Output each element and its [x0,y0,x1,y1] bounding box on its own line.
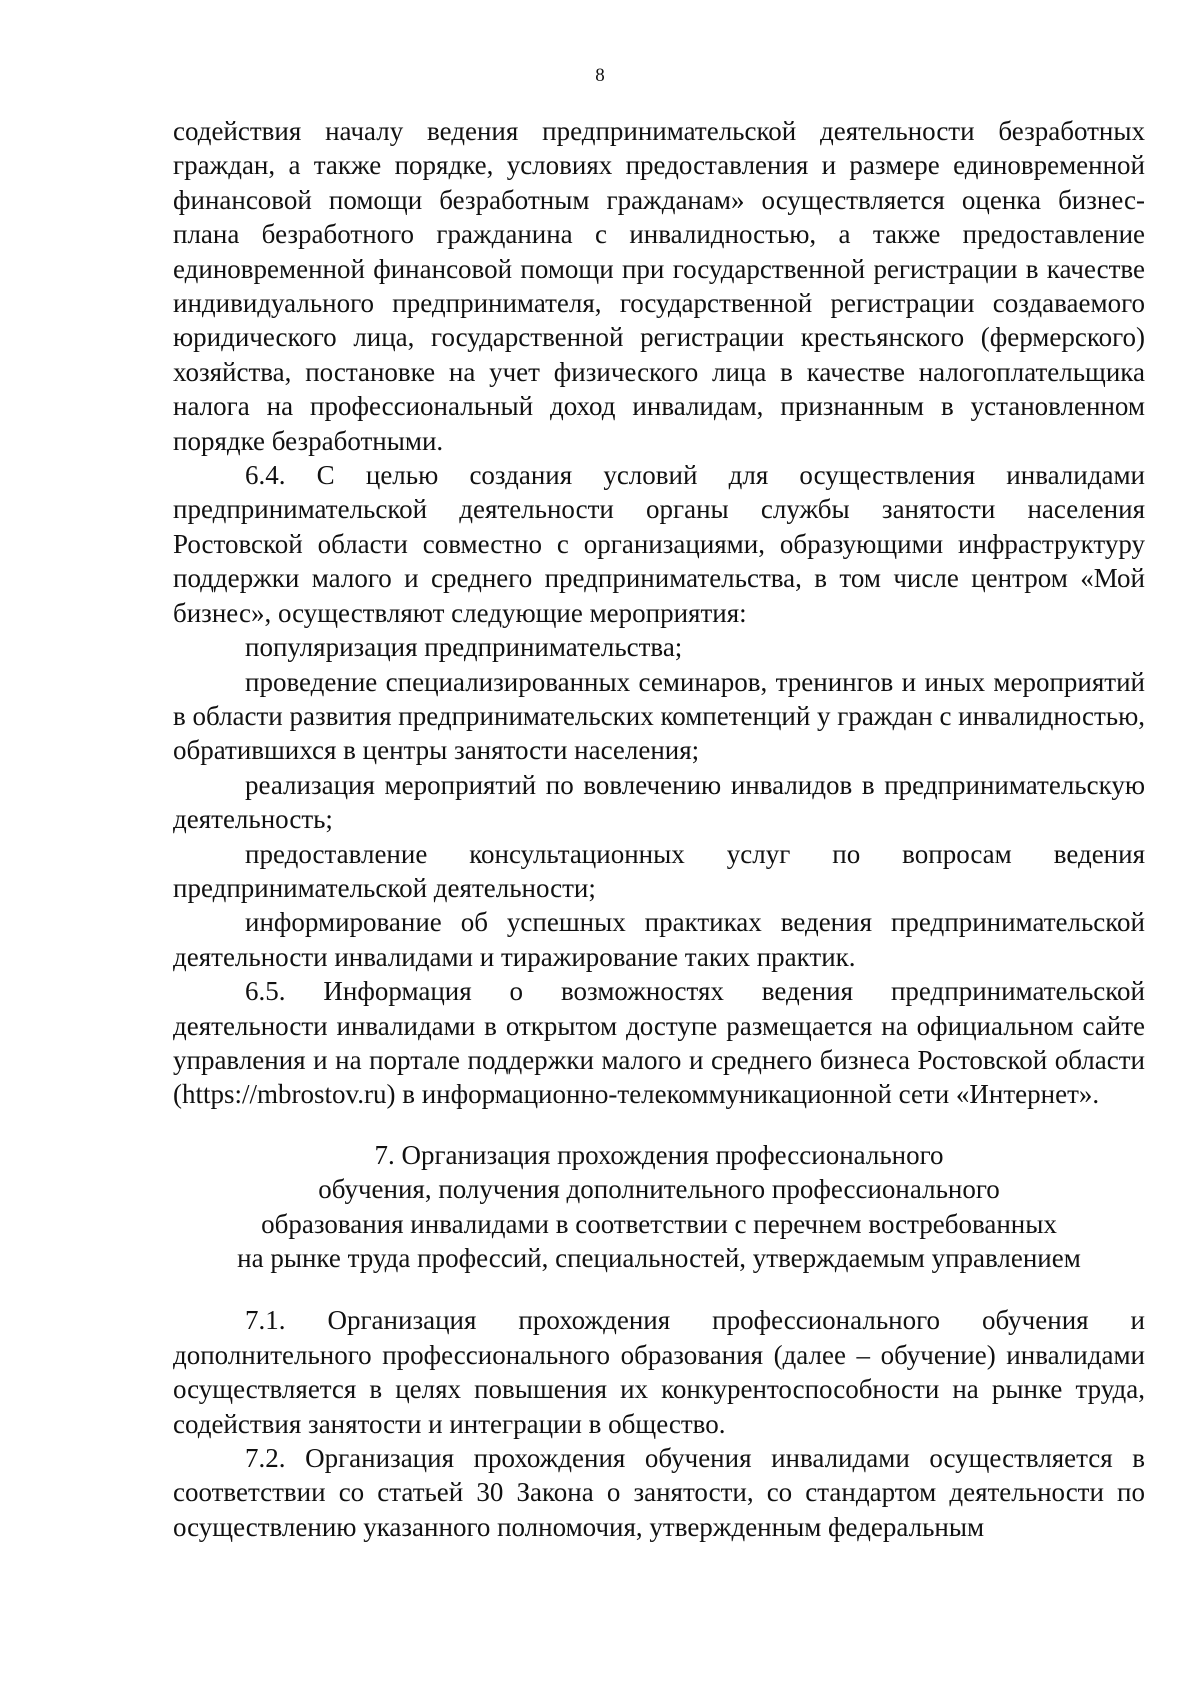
paragraph-6-5: 6.5. Информация о возможностях ведения предпринимательской деятельности инвалидами в открытом доступе размещается на официальном сайте управления и на портале поддержки малого и среднего бизнеса Ростовской области (https://mbrostov.ru) в информационно-телекоммуникационной сети «Интернет». [173,976,1145,1110]
page-number: 8 [595,65,605,86]
paragraph-6-3-continuation: содействия началу ведения предпринимательской деятельности безработных граждан, а также порядке, условиях предоставления и размере единовременной финансовой помощи безработным гражданам» осуществляется оценка бизнес-плана безработного гражданина с инвалидностью, а также предоставление единовременной финансовой помощи при государственной регистрации в качестве индивидуального предпринимателя, государственной регистрации создаваемого юридического лица, государственной регистрации крестьянского (фермерского) хозяйства, постановке на учет физического лица в качестве налогоплательщика налога на профессиональный доход инвалидам, признанным в установленном порядке безработными. [173,116,1145,456]
paragraph-7-1: 7.1. Организация прохождения профессионального обучения и дополнительного профессионального образования (далее – обучение) инвалидами осуществляется в целях повышения их конкурентоспособности на рынке труда, содействия занятости и интеграции в общество. [173,1305,1145,1439]
document-body [173,114,1145,1544]
list-item-consulting: предоставление консультационных услуг по вопросам ведения предпринимательской деятельности; [173,838,1145,903]
section-title-line: обучения, получения дополнительного профессионального [318,1174,1000,1205]
section-title-line: на рынке труда профессий, специальностей, утверждаемым управлением [237,1243,1081,1273]
list-item-popularization: популяризация предпринимательства; [245,632,683,663]
paragraph-6-4: 6.4. С целью создания условий для осуществления инвалидами предпринимательской деятельности органы службы занятости населения Ростовской области совместно с организациями, образующими инфраструктуру поддержки малого и среднего предпринимательства, в том числе центром «Мой бизнес», осуществляют следующие мероприятия: [173,460,1145,628]
paragraph-7-2: 7.2. Организация прохождения обучения инвалидами осуществляется в соответствии со статьей 30 Закона о занятости, со стандартом деятельности по осуществлению указанного полномочия, утвержденным федеральным [173,1443,1145,1542]
section-title-line: 7. Организация прохождения профессионального [374,1139,944,1170]
list-item-informing: информирование об успешных практиках ведения предпринимательской деятельности инвалидами и тиражирование таких практик. [173,907,1145,972]
section-title-line: образования инвалидами в соответствии с перечнем востребованных [261,1208,1057,1239]
section-7-title [173,1138,1145,1276]
list-item-involvement: реализация мероприятий по вовлечению инвалидов в предпринимательскую деятельность; [173,769,1145,835]
list-item-seminars: проведение специализированных семинаров, тренингов и иных мероприятий в области развития предпринимательских компетенций у граждан с инвалидностью, обратившихся в центры занятости населения; [173,666,1145,766]
